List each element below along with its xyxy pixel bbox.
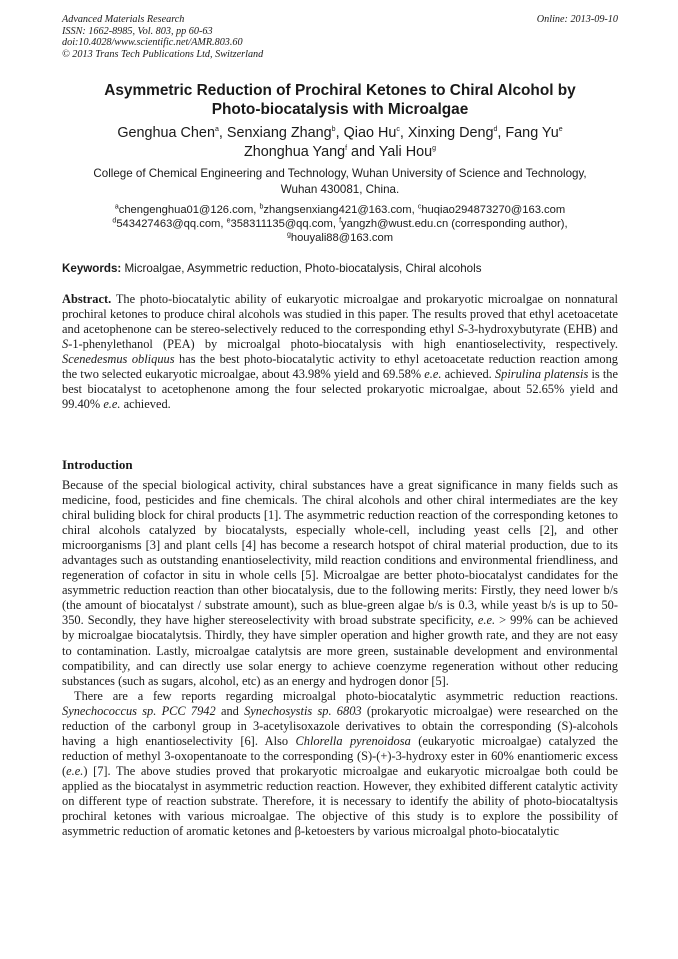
abstract-italic: Spirulina platensis	[494, 367, 589, 381]
abstract-italic: S	[457, 322, 464, 336]
online-date: Online: 2013-09-10	[536, 14, 618, 25]
intro-italic: Chlorella pyrenoidosa	[295, 733, 411, 748]
abstract-text: has the best photo-biocatalytic activity to ethyl acetoacetate reduction reaction among the two selected eukaryotic microalgae, about 43.98% yield and 69.58%	[62, 352, 618, 381]
intro-italic: Synechococcus sp. PCC 7942	[62, 703, 216, 718]
keywords	[62, 261, 618, 276]
email-superscript: f	[339, 217, 342, 225]
intro-italic: Synechosystis sp. 6803	[244, 703, 362, 718]
abstract-text: The photo-biocatalytic ability of eukaryotic microalgae and prokaryotic microalgae on nonnatural prochiral ketones to produce chiral alcohols was studied in this paper. The results proved that ethyl acetoacetate and acetophenone can be stereo-selectively reduced to the corresponding ethyl	[62, 292, 619, 336]
abstract-italic: e.e.	[103, 397, 121, 411]
journal-header	[62, 14, 618, 60]
intro-paragraph-2	[62, 689, 618, 839]
abstract-italic: Scenedesmus obliquus	[62, 352, 175, 366]
doi-line: doi:10.4028/www.scientific.net/AMR.803.60	[62, 37, 243, 49]
intro-text: Because of the special biological activity, chiral substances have a great significance in many fields such as medicine, food, pesticides and fine chemicals. The chiral alcohols and other chiral intermediates are the key chiral buliding block for chiral products [1]. The asymmetric reduction reaction of the corresponding ketones to chiral alcohols catalyzed by biocatalysts, especially whole-cell, including yeast cells [2], and other microorganisms [3] and plant cells [4] has become a research hotspot of chiral material production, due to its advantages such as outstanding enantioselectivity, mild reaction conditions and environmental friendliness, and regeneration of cofactor in situ in whole cells [5]. Microalgae are better photo-biocatalyst candidates for the asymmetric reduction reaction than other biocatalysis, due to the following merits: Firstly, they need lower b/s (the amount of biocatalyst / substrate amount), such as blue-green algae b/s is 0.3, while yeast b/s is up to 50-350. Secondly, they have higher stereoselectivity with broad substrate specificity,	[62, 478, 618, 628]
abstract-text: is the best biocatalyst to acetophenone among the four selected prokaryotic microalgae, about 52.65% yield and 99.40%	[62, 367, 619, 411]
abstract-text: achieved.	[120, 397, 171, 411]
email-list	[62, 203, 618, 246]
author-name: Genghua Chen	[117, 125, 215, 141]
abstract-label: Abstract.	[62, 292, 112, 306]
email-line-1	[62, 203, 618, 217]
title-line-1: Asymmetric Reduction of Prochiral Ketones to Chiral Alcohol by	[104, 82, 576, 99]
intro-italic: e.e.	[66, 763, 84, 778]
keywords-label: Keywords:	[62, 262, 122, 275]
title-line-2: Photo-biocatalysis with Microalgae	[211, 101, 469, 118]
author-name: Senxiang Zhang	[226, 125, 332, 141]
author-superscript: d	[493, 126, 498, 134]
email-superscript: d	[112, 217, 117, 225]
affiliation-line-1: College of Chemical Engineering and Technology, Wuhan University of Science and Technology,	[93, 167, 587, 180]
author-superscript: a	[214, 126, 219, 134]
intro-text: There are a few reports regarding microalgal photo-biocatalytic asymmetric reduction reactions.	[74, 688, 618, 703]
author-name: Xinxing Deng	[407, 125, 494, 141]
author-line-2: Zhonghua Yang$^f$ and Yali Hou$^g$	[243, 144, 437, 160]
author-superscript: e	[558, 126, 563, 134]
email-line-3	[62, 231, 618, 245]
abstract	[62, 292, 618, 412]
email-address[interactable]: houyali88@163.com	[290, 232, 394, 245]
affiliation	[62, 166, 618, 197]
section-heading-introduction: Introduction	[62, 457, 133, 472]
email-superscript: c	[417, 203, 422, 211]
author-list	[62, 124, 618, 162]
author-name: Yali Hou	[378, 144, 433, 160]
email-superscript: a	[114, 203, 119, 211]
affiliation-line-2: Wuhan 430081, China.	[280, 182, 400, 196]
email-address[interactable]: huqiao294873270@163.com	[421, 204, 566, 216]
intro-text: and	[215, 703, 245, 718]
paper-title	[62, 81, 618, 119]
email-address[interactable]: 358311135@qq.com,	[230, 218, 336, 231]
abstract-text: -3-hydroxybutyrate (EHB) and	[463, 322, 618, 336]
author-superscript: b	[331, 126, 336, 134]
intro-text: > 99% can be achieved by microalgae biocatalytsis. Thirdly, they have simpler operation and higher growth rate, and they are not easy to contamination. Lastly, microalgae catalytsis are more green, sustainable development and environmental compatibility, and can directly use solar energy to achieve coenzyme regeneration without other reducing substances (such as sugars, alcohol, etc) as an energy and hydrogen donor [5].	[62, 613, 619, 688]
email-address[interactable]: 543427463@qq.com,	[116, 218, 224, 231]
abstract-text: achieved.	[441, 367, 495, 381]
abstract-text: -1-phenylethanol (PEA) by microalgal photo-biocatalysis with high enantioselectivity, respectively.	[68, 337, 618, 351]
intro-text: ) [7]. The above studies proved that prokaryotic microalgae and eukaryotic microalgae both could be applied as the biocatalyst in asymmetric reduction reaction. However, they exhibited different catalytic activity on different type of reaction substrate. Therefore, it is necessary to identify the ability of photo-biocataltysis prochiral ketones with various microalgae. The objective of this study is to explore the possibility of asymmetric reduction of aromatic ketones and β-ketoesters by various microalgal photo-biocatalytic	[62, 763, 618, 839]
introduction-body	[62, 478, 618, 839]
intro-italic: e.e.	[477, 613, 496, 628]
author-superscript: g	[432, 145, 437, 153]
author-superscript: f	[345, 145, 348, 153]
email-superscript: b	[259, 203, 264, 211]
email-superscript: g	[286, 231, 291, 239]
author-line-1: Genghua Chen$^a$, Senxiang Zhang$^b$, Qiao Hu$^c$, Xinxing Deng$^d$, Fang Yu$^e$	[117, 125, 563, 141]
author-name: Qiao Hu	[343, 125, 397, 141]
email-address[interactable]: chengenghua01@126.com,	[118, 204, 257, 216]
email-address[interactable]: zhangsenxiang421@163.com,	[263, 204, 415, 216]
journal-name: Advanced Materials Research	[62, 14, 185, 25]
email-line-2	[62, 217, 618, 231]
author-superscript: c	[396, 126, 400, 134]
abstract-italic: S	[62, 337, 69, 351]
keywords-text: Microalgae, Asymmetric reduction, Photo-biocatalysis, Chiral alcohols	[124, 262, 482, 275]
abstract-italic: e.e.	[424, 367, 442, 381]
copyright-line: © 2013 Trans Tech Publications Ltd, Switzerland	[62, 48, 264, 60]
email-address[interactable]: yangzh@wust.edu.cn (corresponding author),	[341, 218, 568, 231]
email-superscript: e	[226, 217, 231, 225]
author-name: Fang Yu	[505, 125, 559, 141]
author-name: Zhonghua Yang	[243, 144, 346, 160]
intro-paragraph-1	[62, 478, 618, 689]
intro-text: (eukaryotic microalgae) catalyzed the reduction of methyl 3-oxopentanoate to the corresponding (S)-(+)-3-hydroxy ester in 60% enantiomeric excess (	[62, 733, 618, 778]
intro-text: (prokaryotic microalgae) were researched on the reduction of the carbonyl group in 3-acetylisoxazole derivatives to obtain the corresponding (S)-alcohols having a high enantioselectivity [6]. Also	[62, 703, 618, 748]
issn-line: ISSN: 1662-8985, Vol. 803, pp 60-63	[62, 25, 213, 37]
